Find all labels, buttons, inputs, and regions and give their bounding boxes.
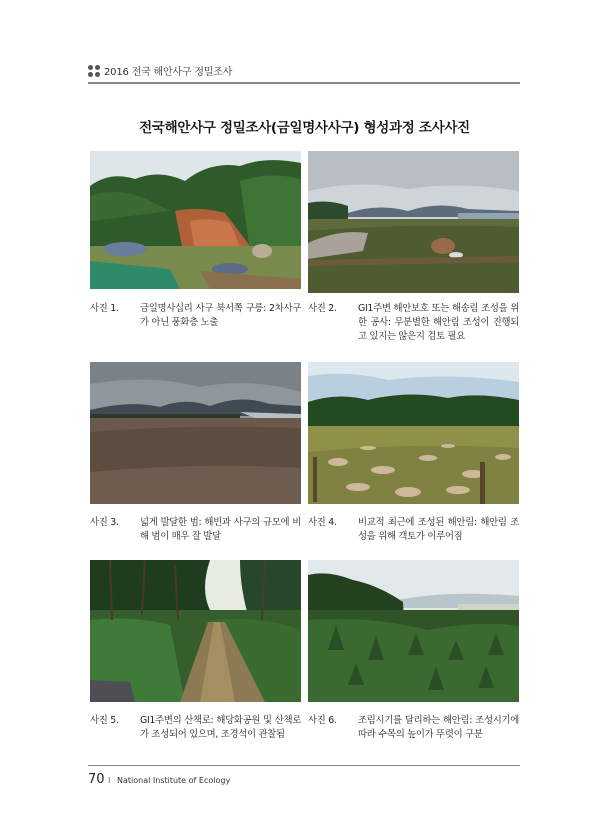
header-title: 2016 전국 해안사구 정밀조사 [104,67,233,78]
caption-2-text: GI1주변 해안보호 또는 해송림 조성을 위한 공사: 무분별한 해안림 조성이 진행되고 있지는 않은지 검토 필요 [358,303,519,342]
page-title: 전국해안사구 정밀조사(금일명사사구) 형성과정 조사사진 [139,120,470,136]
photo-3 [90,362,301,504]
caption-6-text: 조림시기를 달리하는 해안림: 조성시기에 따라 수목의 높이가 뚜렷이 구분 [358,715,519,740]
header-dots-icon [88,65,100,77]
caption-6-number: 사진 6. [308,715,337,726]
header-divider [88,82,520,84]
caption-1-text: 금일명사십리 사구 북서쪽 구릉: 2차사구가 아닌 풍화층 노출 [140,303,301,328]
caption-5-text: GI1주변의 산책로: 해당화공원 및 산책로가 조성되어 있으며, 조경석이 관찰됨 [140,715,301,740]
caption-3-text: 넓게 발달한 범: 해빈과 사구의 규모에 비해 범이 매우 잘 발달 [140,517,301,542]
photo-2 [308,151,519,293]
photo-5 [90,560,301,702]
photo-1 [90,151,301,289]
caption-1-number: 사진 1. [90,303,119,314]
caption-5-number: 사진 5. [90,715,119,726]
footer-separator: I [108,776,111,785]
caption-3-number: 사진 3. [90,517,119,528]
footer-institute: National Institute of Ecology [117,776,231,785]
photo-4 [308,362,519,504]
caption-2-number: 사진 2. [308,303,337,314]
page-number: 70 [88,772,105,787]
caption-4-number: 사진 4. [308,517,337,528]
photo-6 [308,560,519,702]
caption-4-text: 비교적 최근에 조성된 해안림: 해안림 조성을 위해 객토가 이루어짐 [358,517,519,542]
footer-divider [88,765,520,766]
